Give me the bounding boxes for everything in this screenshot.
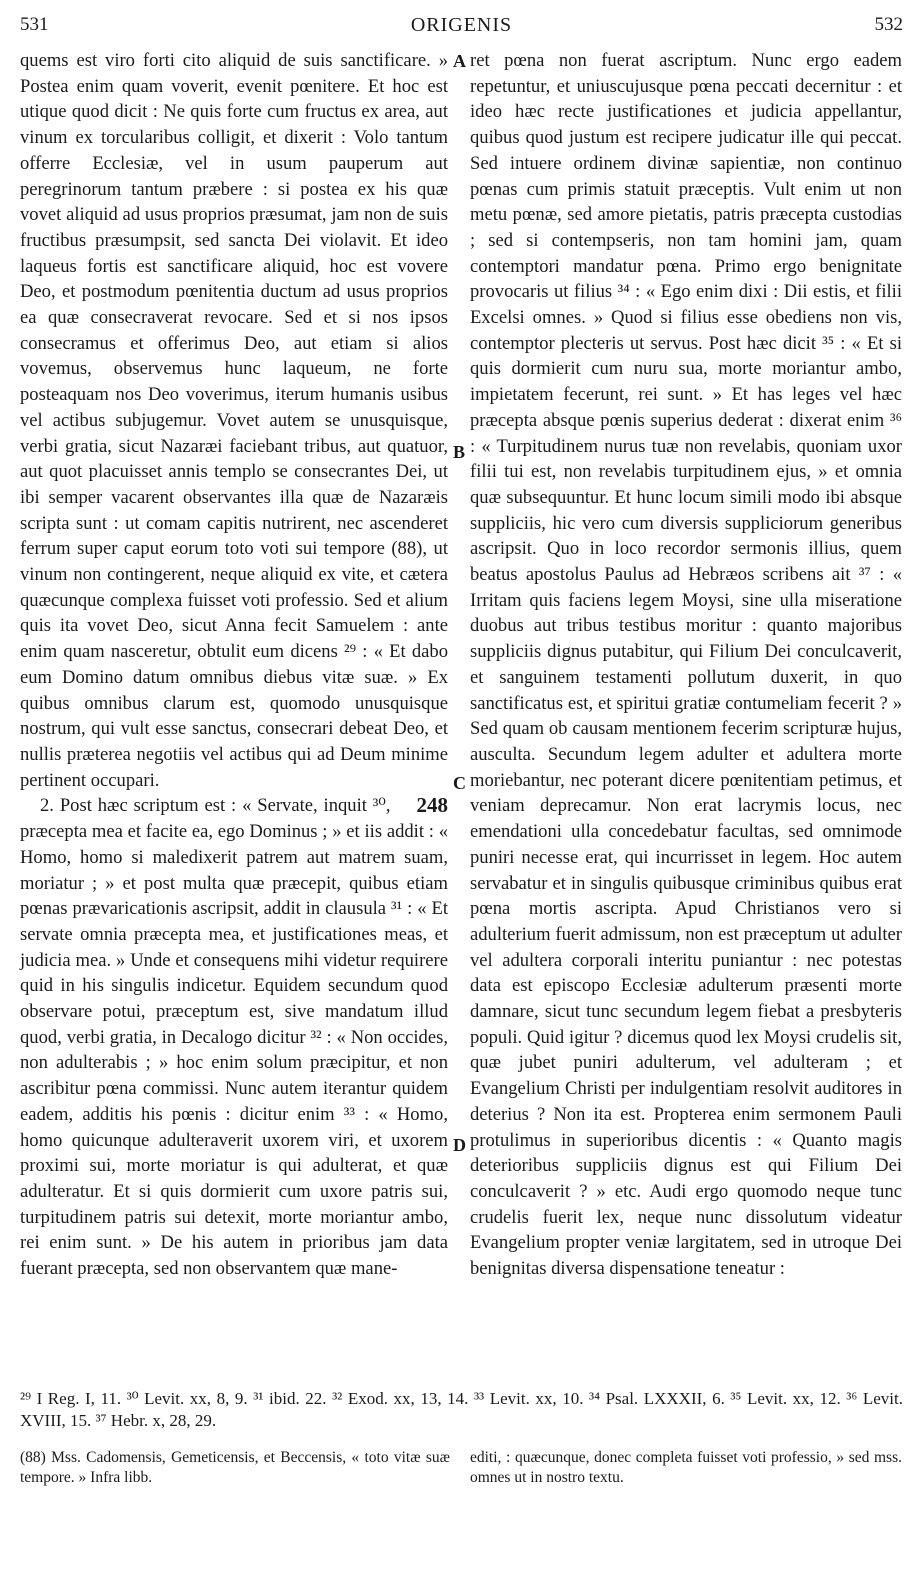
scripture-references: ²⁹ I Reg. I, 11. ³⁰ Levit. xx, 8, 9. ³¹ ibid. 22. ³² Exod. xx, 13, 14. ³³ Levit. xx, 10. ³⁴ Psal. LXXXII, 6. ³⁵ Levit. xx, 12. ³⁶ Levit. XVIII, 15. ³⁷ Hebr. x, 28, 29.: [20, 1389, 903, 1430]
margin-marker-a: A: [453, 51, 466, 71]
paragraph: [20, 793, 448, 1281]
page-number-right: 532: [874, 14, 903, 35]
page-number-left: 531: [20, 14, 49, 35]
paragraph: ret pœna non fuerat ascriptum. Nunc ergo eadem repetuntur, et uniuscujusque pœna peccati decernitur : et ideo hæc recte justificationes et judicia appellantur, quibus quod justum est recipere judicatur ille qui peccat. Sed intuere ordinem divinæ sapientiæ, non continuo pœnas cum primis statuit præceptis. Vult enim ut non metu pœnæ, sed amore pietatis, patris præcepta custodias ; sed si contempseris, non tam homini jam, quam contemptori mandatur pœna. Primo ergo benignitate provocaris ut filius ³⁴ : « Ego enim dixi : Dii estis, et filii Excelsi omnes. » Quod si filius esse obediens non vis, contemptor plecteris ut servus. Post hæc dicit ³⁵ : « Et si quis dormierit cum nuru sua, morte moriantur ambo, impietatem fecerunt, rei sunt. » Et has leges vel hæc præcepta absque pœnis superius dederat : dixerat enim ³⁶ : « Turpitudinem nurus tuæ non revelabis, quoniam uxor filii tui est, non revelabis turpitudinem ejus, » et omnia quæ subsequuntur. Et hunc locum simili modo ibi absque suppliciis, hic vero cum diversis suppliciorum generibus ascripsit. Quo in loco recordor sermonis illius, quem beatus apostolus Paulus ad Hebræos scribens ait ³⁷ : « Irritam quis faciens legem Moysi, sine ulla miseratione duobus aut tribus testibus moritur : quanto majoribus suppliciis dignus putabitur, qui Filium Dei conculcaverit, et sanguinem testamenti pollutum duxerit, in quo sanctificatus est, et spiritui gratiæ contumeliam fecerit ? » Sed quam ob causam mentionem fecerim scripturæ hujus, ausculta. Secundum legem adulter et adultera morte moriebantur, nec poterant dicere pœnitentiam petimus, et veniam deprecamur. Non erat lacrymis locus, nec emendationi ulla concedebatur facultas, sed omnimode puniri necesse erat, qui incurrisset in legem. Hoc autem servabatur et in singulis quibusque criminibus quibus erat pœna mortis ascripta. Apud Christianos vero si adulterium fuerit admissum, non est præceptum ut adulter vel adultera corporali interitu puniantur : nec potestas data est episcopo Ecclesiæ adulterum præsenti morte damnare, sicut tunc secundum legem fiebat a presbyteris populi. Quid igitur ? dicemus quod lex Moysi crudelis sit, quæ jubet puniri adulterum, vel adulteram ; et Evangelium Christi per indulgentiam resolvit auditores in deterius ? Non ita est. Propterea enim sermonem Pauli protulimus in superioribus dicentis : « Quanto magis deterioribus suppliciis dignus est qui Filium Dei conculcaverit ? » etc. Audi ergo quomodo neque tunc crudelis fuerit lex, neque nunc dissolutum videatur Evangelium propter veniæ largitatem, sed in utroque Dei benignitas diversa dispensatione teneatur :: [470, 50, 902, 1280]
margin-marker-c: C: [453, 773, 466, 793]
paragraph-text: 2. Post hæc scriptum est : « Servate, inquit ³⁰, præcepta mea et facite ea, ego Dominus ; » et iis addit : « Homo, homo si maledixerit patrem aut matrem suam, moriatur ; » et post multa quæ præcepit, quibus etiam pœnas prævaricationis ascripsit, addit in clausula ³¹ : « Et servate omnia præcepta mea, et justificationes meas, et judicia mea. » Unde et consequens mihi videtur requirere quid in his singulis indicetur. Equidem secundum quod observare potui, præceptum est, sive mandatum illud quod, verbi gratia, in Decalogo dicitur ³² : « Non occides, non adulterabis ; » hoc enim solum præcipitur, et non ascribitur pœna commissi. Nunc autem iterantur quidem eadem, additis his pœnis : dicitur enim ³³ : « Homo, homo quicunque adulteraverit uxorem viri, et uxorem proximi sui, morte moriatur is qui adulterat, et quæ adulteratur. Et si quis dormierit cum uxore patris sui, turpitudinem patris sui detexit, morte moriantur ambo, rei enim sunt. » De his autem in prioribus jam data fuerant præcepta, sed non observantem quæ mane-: [20, 795, 448, 1280]
editorial-note-left: (88) Mss. Cadomensis, Gemeticensis, et Beccensis, « toto vitæ suæ tempore. » Infra libb.: [20, 1449, 450, 1486]
running-header: [20, 14, 903, 40]
margin-marker-b: B: [453, 442, 466, 462]
right-column: [470, 48, 902, 1282]
running-title: ORIGENIS: [410, 14, 513, 36]
paragraph: quems est viro forti cito aliquid de suis sanctificare. » Postea enim quam voverit, evenit pœnitere. Et hoc est utique quod dicit : Ne quis forte cum fructus ex area, aut vinum ex torcularibus colligit, et dixerit : Volo tantum offerre Ecclesiæ, vel in usum pauperum aut peregrinorum tantum præbere : si postea ex his quæ vovet aliquid ad usus proprios præsumat, jam non de suis fructibus præsumpsit, sed sancta Dei violavit. Et ideo laqueus fortis est sanctificare aliquid, hoc est vovere Deo, et postmodum pœnitentia ductum ad usus proprios ea quæ consecraverat revocare. Sed et si nos ipsos consecramus et offerimus Deo, aut etiam si alios vovemus, observemus hunc laqueum, ne forte posteaquam nos Deo voverimus, iterum humanis usibus vel actibus subjugemur. Vovet autem se unusquisque, verbi gratia, sicut Nazaræi faciebant tribus, aut quatuor, aut quot placuisset annis templo se consecrantes Dei, ut ibi semper vacarent observantes illa quæ de Nazaræis scripta sunt : ut comam capitis nutrirent, nec ascenderet ferrum super caput eorum toto voti sui tempore (88), ut vinum non contingerent, neque aliquid ex vite, et cætera quæcunque complexa fuisset voti professio. Sed et alium quis ita vovet Deo, sicut Anna fecit Samuelem : ante enim quam nasceretur, obtulit eum dicens ²⁹ : « Et dabo eum Domino datum omnibus diebus vitæ suæ. » Ex quibus omnibus clarum est, quomodo unusquisque nostrum, qui vult esse sanctus, consecrari debeat Deo, et nullis præterea negotiis vel actibus qui ad Deum minime pertinent occupari.: [20, 50, 448, 791]
migne-column-number: 248: [416, 793, 448, 818]
editorial-note-right: editi, : quæcunque, donec completa fuisset voti professio, » sed mss. omnes ut in nostro textu.: [470, 1449, 902, 1486]
margin-marker-d: D: [453, 1135, 466, 1155]
left-column: [20, 48, 448, 1282]
